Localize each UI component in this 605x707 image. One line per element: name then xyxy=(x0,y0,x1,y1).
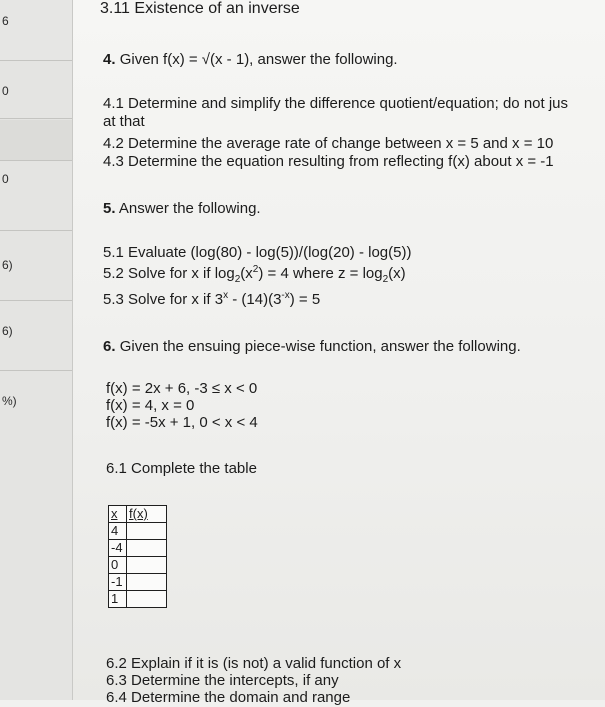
margin-band xyxy=(0,0,72,60)
item-6-3: 6.3 Determine the intercepts, if any xyxy=(106,672,339,689)
margin-fragment: 0 xyxy=(2,172,9,186)
item-4-2: 4.2 Determine the average rate of change between x = 5 and x = 10 xyxy=(103,135,554,152)
function-table xyxy=(108,505,167,608)
table-cell-fx-blank[interactable] xyxy=(127,557,167,574)
subscript: 2 xyxy=(234,274,241,285)
piecewise-line-2: f(x) = 4, x = 0 xyxy=(106,397,195,414)
text-run: ) = 5 xyxy=(289,291,321,308)
header-text: x xyxy=(111,506,118,521)
table-cell-x: 0 xyxy=(109,557,127,574)
text-run: 5.3 Solve for x if 3 xyxy=(103,291,224,308)
table-row xyxy=(109,523,167,540)
item-5-1: 5.1 Evaluate (log(80) - log(5))/(log(20) - log(5)) xyxy=(103,244,412,261)
table-row xyxy=(109,591,167,608)
table-cell-x: 1 xyxy=(109,591,127,608)
item-5-3 xyxy=(103,291,320,309)
text-run: (x) xyxy=(388,265,406,282)
margin-fragment: %) xyxy=(2,394,17,408)
table-header-row xyxy=(109,506,167,523)
table-cell-x: 4 xyxy=(109,523,127,540)
margin-divider xyxy=(0,118,72,119)
question-5-heading xyxy=(103,200,261,218)
question-text: Answer the following. xyxy=(118,200,261,217)
superscript: 2 xyxy=(252,264,259,275)
margin-divider xyxy=(0,160,72,161)
table-row xyxy=(109,557,167,574)
margin-divider xyxy=(0,60,72,61)
question-4-heading xyxy=(103,51,398,69)
superscript: x xyxy=(223,290,229,301)
superscript: -x xyxy=(281,290,290,301)
margin-fragment: 6) xyxy=(2,324,13,338)
piecewise-line-3: f(x) = -5x + 1, 0 < x < 4 xyxy=(106,414,258,431)
page-title: 3.11 Existence of an inverse xyxy=(100,0,300,17)
piecewise-line-1: f(x) = 2x + 6, -3 ≤ x < 0 xyxy=(106,380,258,397)
margin-fragment: 6) xyxy=(2,258,13,272)
margin-divider xyxy=(0,230,72,231)
table-header-fx xyxy=(127,506,167,523)
left-margin-column xyxy=(0,0,73,700)
item-6-1: 6.1 Complete the table xyxy=(106,460,257,477)
table-cell-x: -1 xyxy=(109,574,127,591)
table-header-x xyxy=(109,506,127,523)
question-text: Given the ensuing piece-wise function, answer the following. xyxy=(119,338,521,355)
question-number: 6. xyxy=(103,338,116,355)
table-cell-fx-blank[interactable] xyxy=(127,540,167,557)
subscript: 2 xyxy=(382,274,389,285)
item-4-1-continued: at that xyxy=(103,113,145,130)
text-run: - (14)(3 xyxy=(228,291,282,308)
question-text: Given f(x) = √(x - 1), answer the following. xyxy=(119,51,398,68)
table-cell-x: -4 xyxy=(109,540,127,557)
table-cell-fx-blank[interactable] xyxy=(127,591,167,608)
question-number: 4. xyxy=(103,51,116,68)
margin-divider xyxy=(0,300,72,301)
table-row xyxy=(109,540,167,557)
margin-band xyxy=(0,120,72,160)
table-cell-fx-blank[interactable] xyxy=(127,574,167,591)
text-run: (x xyxy=(240,265,253,282)
text-run: 5.2 Solve for x if log xyxy=(103,265,235,282)
item-6-4: 6.4 Determine the domain and range xyxy=(106,689,351,706)
item-6-2: 6.2 Explain if it is (is not) a valid function of x xyxy=(106,655,402,672)
question-number: 5. xyxy=(103,200,116,217)
margin-divider xyxy=(0,370,72,371)
header-text: f(x) xyxy=(129,506,148,521)
item-4-3: 4.3 Determine the equation resulting from reflecting f(x) about x = -1 xyxy=(103,153,554,170)
margin-fragment: 6 xyxy=(2,14,9,28)
table-row xyxy=(109,574,167,591)
text-run: ) = 4 where z = log xyxy=(258,265,383,282)
table-cell-fx-blank[interactable] xyxy=(127,523,167,540)
margin-fragment: 0 xyxy=(2,84,9,98)
item-5-2 xyxy=(103,265,406,283)
question-6-heading xyxy=(103,338,521,356)
item-4-1: 4.1 Determine and simplify the difference quotient/equation; do not jus xyxy=(103,95,569,112)
